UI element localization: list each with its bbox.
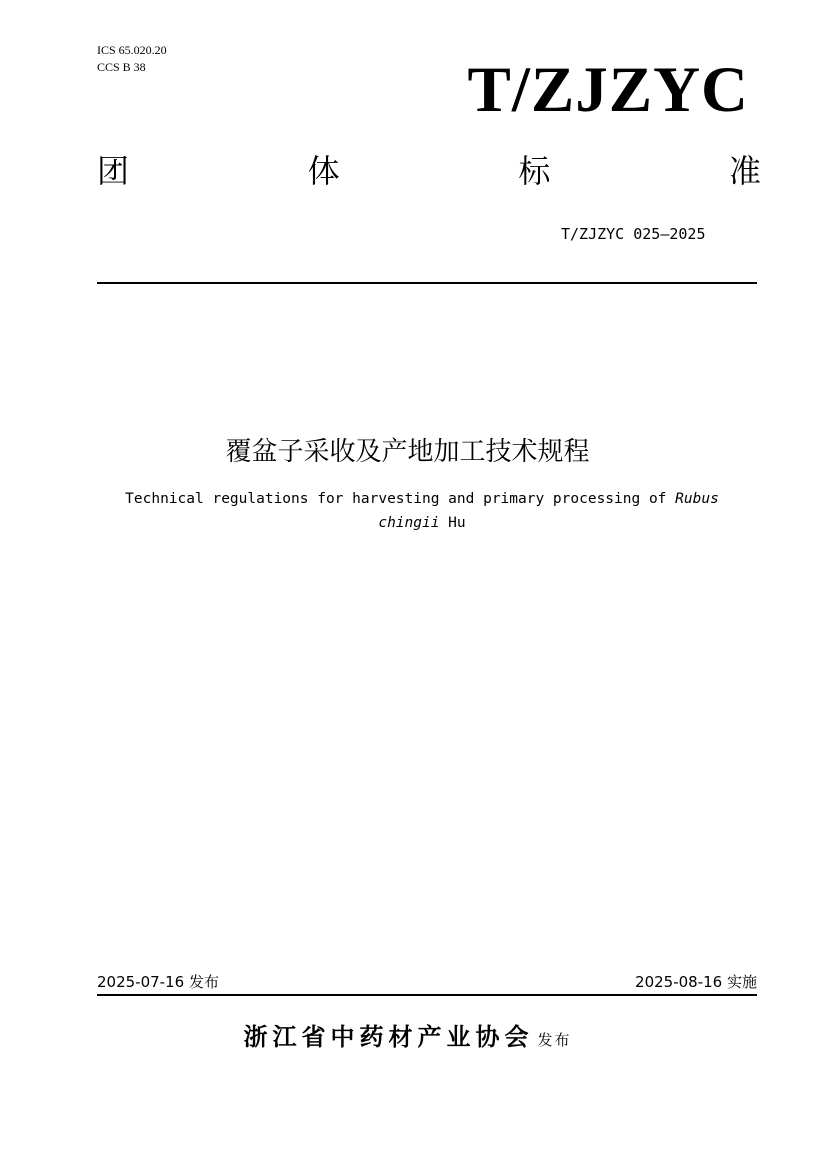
chinese-title: 覆盆子采收及产地加工技术规程 bbox=[225, 437, 590, 467]
top-divider bbox=[97, 282, 757, 284]
ics-code: ICS 65.020.20 bbox=[97, 43, 167, 57]
issuer-line bbox=[0, 1017, 815, 1052]
implementation-date: 2025-08-16 实施 bbox=[635, 973, 757, 991]
standard-type-char: 团 bbox=[97, 152, 130, 190]
scientific-name-genus: Rubus bbox=[675, 491, 719, 507]
standard-type-char: 体 bbox=[307, 152, 340, 190]
date-line bbox=[97, 970, 757, 994]
issuing-organization: 浙江省中药材产业协会 bbox=[243, 1023, 534, 1051]
english-title bbox=[97, 487, 747, 535]
standard-type-char: 准 bbox=[728, 152, 761, 190]
standard-brand-code: T/ZJZYC bbox=[467, 54, 749, 126]
release-date: 2025-07-16 发布 bbox=[97, 973, 219, 991]
scientific-name-species: chingii bbox=[378, 515, 440, 531]
standard-number: T/ZJZYC 025—2025 bbox=[561, 225, 706, 243]
english-title-text: Technical regulations for harvesting and primary processing of bbox=[125, 491, 676, 507]
standard-type-char: 标 bbox=[518, 152, 551, 190]
scientific-name-author: Hu bbox=[439, 515, 466, 531]
bottom-divider bbox=[97, 994, 757, 996]
ccs-code: CCS B 38 bbox=[97, 60, 146, 74]
issuer-release-label: 发布 bbox=[537, 1031, 572, 1049]
classification-codes bbox=[97, 42, 167, 76]
standard-type-heading bbox=[97, 150, 761, 192]
